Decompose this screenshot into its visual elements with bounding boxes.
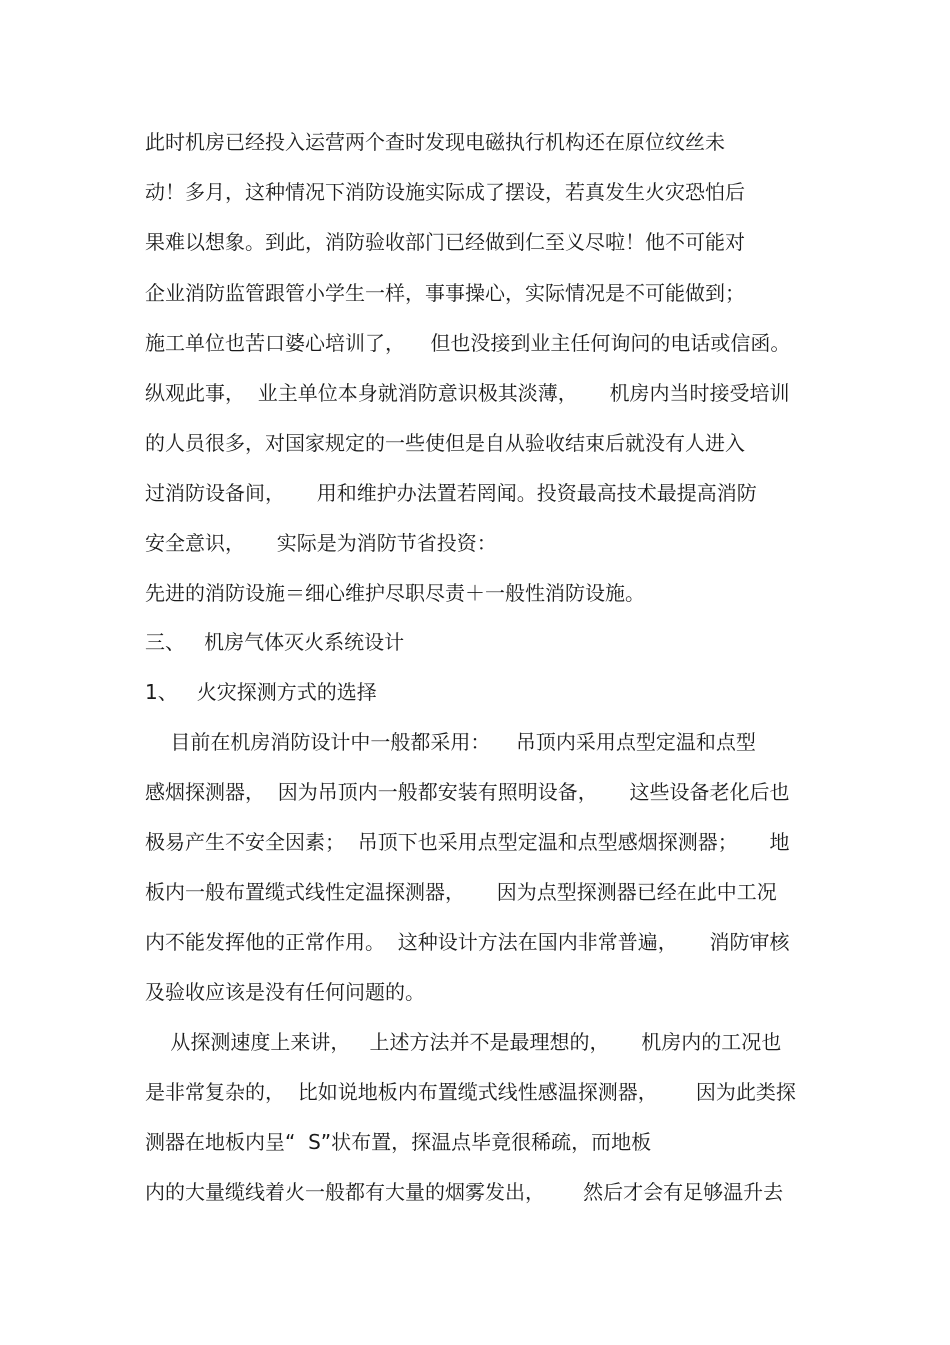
text-line: 动！多月，这种情况下消防设施实际成了摆设，若真发生火灾恐怕后 (145, 180, 745, 204)
text-line: 内不能发挥他的正常作用。 这种设计方法在国内非常普遍， 消防审核 (145, 930, 790, 954)
text-line: 极易产生不安全因素； 吊顶下也采用点型定温和点型感烟探测器； 地 (145, 830, 790, 854)
text-line: 从探测速度上来讲， 上述方法并不是最理想的， 机房内的工况也 (145, 1030, 782, 1054)
text-line: 企业消防监管跟管小学生一样，事事操心，实际情况是不可能做到； (145, 281, 745, 305)
text-line: 纵观此事， 业主单位本身就消防意识极其淡薄， 机房内当时接受培训 (145, 381, 790, 405)
text-line: 内的大量缆线着火一般都有大量的烟雾发出， 然后才会有足够温升去 (145, 1180, 784, 1204)
text-line: 的人员很多，对国家规定的一些使但是自从验收结束后就没有人进入 (145, 431, 745, 455)
text-line: 感烟探测器， 因为吊顶内一般都安装有照明设备， 这些设备老化后也 (145, 780, 790, 804)
text-line: 果难以想象。到此，消防验收部门已经做到仁至义尽啦！他不可能对 (145, 230, 745, 254)
text-line: 施工单位也苦口婆心培训了， 但也没接到业主任何询问的电话或信函。 (145, 331, 791, 355)
text-line: 及验收应该是没有任何问题的。 (145, 980, 425, 1004)
text-line: 先进的消防设施＝细心维护尽职尽责＋一般性消防设施。 (145, 581, 645, 605)
text-line: 板内一般布置缆式线性定温探测器， 因为点型探测器已经在此中工况 (145, 880, 777, 904)
subsection-heading: 1、 火灾探测方式的选择 (145, 680, 377, 704)
text-line: 是非常复杂的， 比如说地板内布置缆式线性感温探测器， 因为此类探 (145, 1080, 796, 1104)
text-line: 安全意识， 实际是为消防节省投资： (145, 531, 497, 555)
text-line: 过消防设备间， 用和维护办法置若罔闻。投资最高技术最提高消防 (145, 481, 757, 505)
text-line: 此时机房已经投入运营两个查时发现电磁执行机构还在原位纹丝未 (145, 130, 725, 154)
text-line: 测器在地板内呈“ S”状布置，探温点毕竟很稀疏，而地板 (145, 1130, 652, 1154)
text-line: 目前在机房消防设计中一般都采用： 吊顶内采用点型定温和点型 (145, 730, 756, 754)
section-heading: 三、 机房气体灭火系统设计 (145, 630, 405, 654)
